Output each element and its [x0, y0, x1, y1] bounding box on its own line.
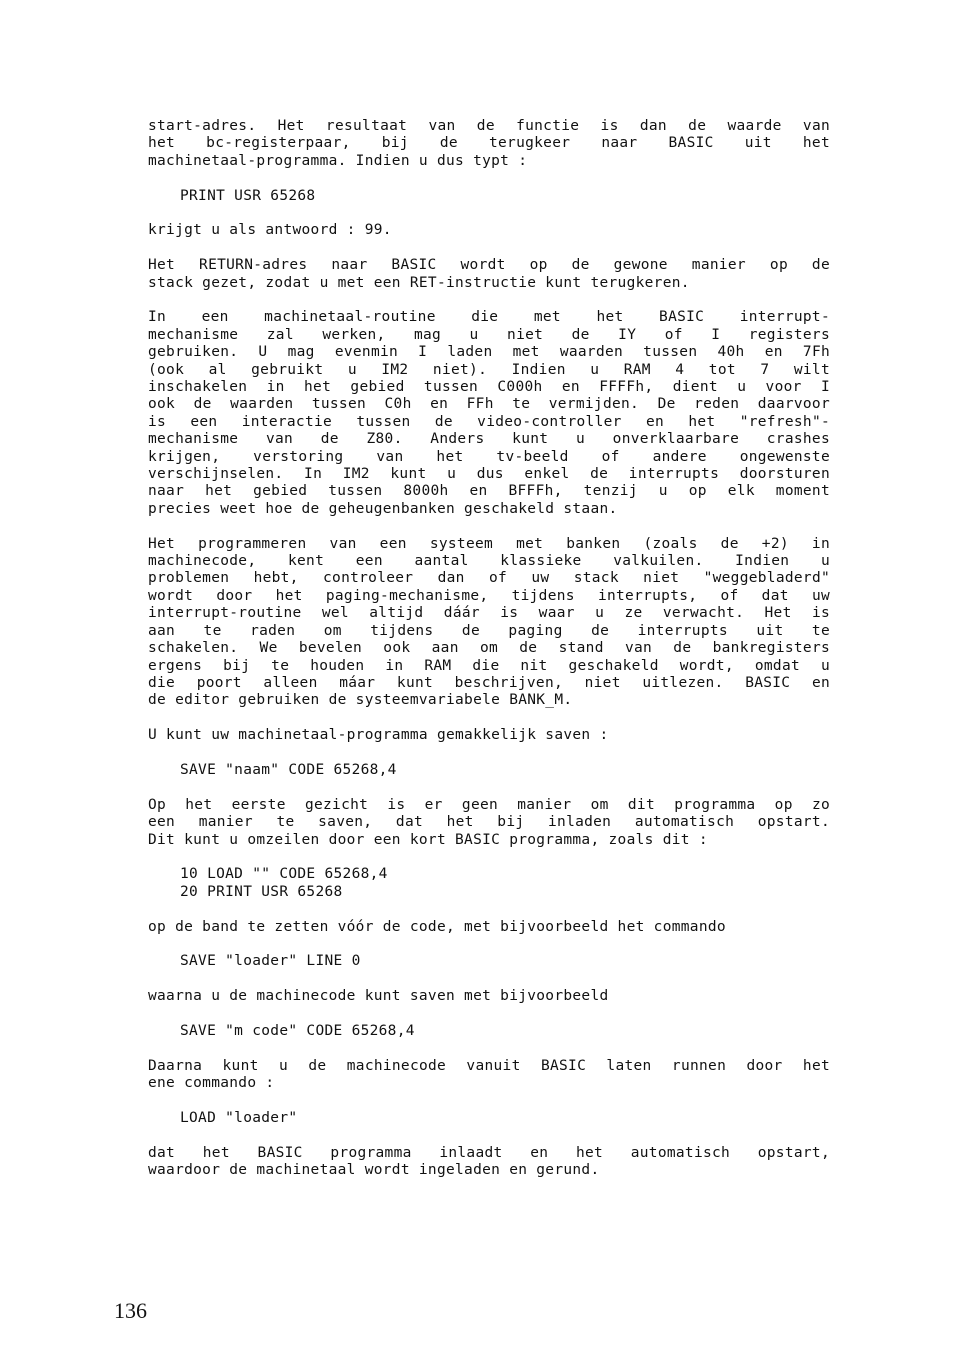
text-line: de editor gebruiken de systeemvariabele BANK_M.: [148, 692, 573, 709]
code-line: SAVE "loader" LINE 0: [180, 953, 361, 970]
text-line: (ook al gebruikt u IM2 niet). Indien u RAM 4 tot 7 wilt: [148, 361, 830, 378]
paragraph: [148, 536, 830, 710]
text-line: mechanisme zal werken, mag u niet de IY of I registers: [148, 326, 830, 343]
code-listing: [180, 1023, 830, 1040]
text-line: krijgen, verstoring van het tv-beeld of andere ongewenste: [148, 448, 830, 465]
code-line: LOAD "loader": [180, 1109, 298, 1126]
body-text: [148, 118, 830, 1197]
text-line: Dit kunt u omzeilen door een kort BASIC programma, zoals dit :: [148, 831, 708, 848]
paragraph: [148, 1058, 830, 1093]
text-line: het bc-registerpaar, bij de terugkeer naar BASIC uit het: [148, 135, 830, 152]
text-line: Op het eerste gezicht is er geen manier om dit programma op zo: [148, 796, 830, 813]
code-listing: [180, 1110, 830, 1127]
code-line: 10 LOAD "" CODE 65268,4: [180, 866, 388, 883]
text-line: schakelen. We bevelen ook aan om de stand van de bankregisters: [148, 640, 830, 657]
code-listing: [180, 762, 830, 779]
text-line: waardoor de machinetaal wordt ingeladen en gerund.: [148, 1162, 600, 1179]
code-listing: [180, 866, 830, 901]
paragraph: [148, 1145, 830, 1180]
text-line: interrupt-routine wel altijd dáár is waar u ze verwacht. Het is: [148, 605, 830, 622]
paragraph: [148, 727, 830, 744]
text-line: inschakelen in het gebied tussen C000h en FFFFh, dient u voor I: [148, 379, 830, 396]
code-line: SAVE "naam" CODE 65268,4: [180, 761, 397, 778]
text-line: In een machinetaal-routine die met het BASIC interrupt-: [148, 309, 830, 326]
paragraph: [148, 988, 830, 1005]
text-line: een manier te saven, dat het bij inladen automatisch opstart.: [148, 814, 830, 831]
paragraph: [148, 309, 830, 518]
text-line: waarna u de machinecode kunt saven met bijvoorbeeld: [148, 988, 609, 1005]
code-listing: [180, 188, 830, 205]
text-line: ook de waarden tussen C0h en FFh te vermijden. De reden daarvoor: [148, 396, 830, 413]
text-line: is een interactie tussen de video-controller en het "refresh"-: [148, 413, 830, 430]
code-line: PRINT USR 65268: [180, 187, 316, 204]
text-line: naar het gebied tussen 8000h en BFFFh, tenzij u op elk moment: [148, 483, 830, 500]
text-line: Daarna kunt u de machinecode vanuit BASIC laten runnen door het: [148, 1057, 830, 1074]
paragraph: [148, 118, 830, 170]
text-line: machinetaal-programma. Indien u dus typt :: [148, 152, 528, 169]
text-line: die poort alleen máar kunt beschrijven, niet uitlezen. BASIC en: [148, 674, 830, 691]
paragraph: [148, 919, 830, 936]
text-line: stack gezet, zodat u met een RET-instructie kunt terugkeren.: [148, 274, 690, 291]
text-line: start-adres. Het resultaat van de functie is dan de waarde van: [148, 118, 830, 134]
text-line: krijgt u als antwoord : 99.: [148, 222, 392, 239]
text-line: Het RETURN-adres naar BASIC wordt op de gewone manier op de: [148, 257, 830, 274]
paragraph: [148, 797, 830, 849]
text-line: problemen hebt, controleer dan of uw stack niet "weggebladerd": [148, 570, 830, 587]
paragraph: [148, 257, 830, 292]
text-line: aan te raden om tijdens de paging de interrupts uit te: [148, 622, 830, 639]
code-line: SAVE "m code" CODE 65268,4: [180, 1022, 415, 1039]
text-line: op de band te zetten vóór de code, met bijvoorbeeld het commando: [148, 918, 726, 935]
page-number: 136: [114, 1298, 147, 1323]
text-line: precies weet hoe de geheugenbanken geschakeld staan.: [148, 500, 618, 517]
text-line: verschijnselen. In IM2 kunt u dus enkel de interrupts doorsturen: [148, 466, 830, 483]
code-listing: [180, 953, 830, 970]
text-line: gebruiken. U mag evenmin I laden met waarden tussen 40h en 7Fh: [148, 344, 830, 361]
text-line: machinecode, kent een aantal klassieke valkuilen. Indien u: [148, 553, 830, 570]
text-line: dat het BASIC programma inlaadt en het automatisch opstart,: [148, 1144, 830, 1161]
text-line: mechanisme van de Z80. Anders kunt u onverklaarbare crashes: [148, 431, 830, 448]
paragraph: [148, 222, 830, 239]
text-line: ene commando :: [148, 1075, 275, 1092]
text-line: Het programmeren van een systeem met banken (zoals de +2) in: [148, 535, 830, 552]
text-line: ergens bij te houden in RAM die nit geschakeld wordt, omdat u: [148, 657, 830, 674]
text-line: U kunt uw machinetaal-programma gemakkelijk saven :: [148, 727, 609, 744]
text-line: wordt door het paging-mechanisme, tijdens interrupts, of dat uw: [148, 587, 830, 604]
code-line: 20 PRINT USR 65268: [180, 883, 343, 900]
